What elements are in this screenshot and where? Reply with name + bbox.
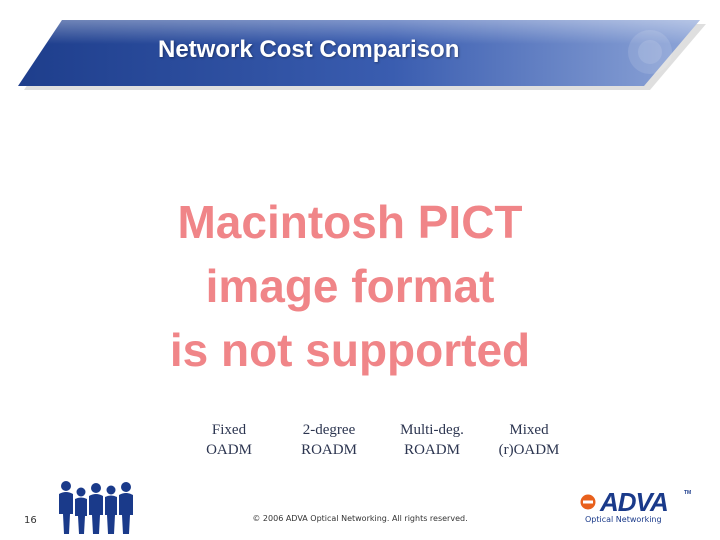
placeholder-line: is not supported xyxy=(169,324,531,376)
column-labels xyxy=(0,420,720,470)
column-label-line: Multi-deg. xyxy=(400,422,464,438)
column-label-line: 2-degree xyxy=(302,422,356,438)
placeholder-line: image format xyxy=(205,260,495,312)
adva-logo xyxy=(580,488,695,528)
people-silhouettes-icon xyxy=(54,478,138,534)
logo-trademark: TM xyxy=(684,490,692,496)
page-number: 16 xyxy=(24,515,37,526)
column-label-mixed-roadm xyxy=(474,420,584,460)
column-label-multi-deg-roadm xyxy=(377,420,487,460)
logo-tagline: Optical Networking xyxy=(585,515,662,524)
column-label-2-degree-roadm xyxy=(274,420,384,460)
adva-logo-mark-icon xyxy=(580,494,596,510)
column-label-line: OADM xyxy=(206,442,252,458)
placeholder-line: Macintosh PICT xyxy=(177,196,523,248)
column-label-line: (r)OADM xyxy=(498,442,560,458)
unsupported-image-message xyxy=(70,190,630,382)
logo-wordmark: ADVA xyxy=(600,487,668,517)
column-label-line: Fixed xyxy=(211,422,247,438)
column-label-line: Mixed xyxy=(509,422,549,438)
column-label-fixed-oadm xyxy=(174,420,284,460)
column-label-line: ROADM xyxy=(404,442,460,458)
slide-title: Network Cost Comparison xyxy=(158,36,460,63)
copyright-notice: © 2006 ADVA Optical Networking. All rights reserved. xyxy=(252,514,468,523)
column-label-line: ROADM xyxy=(301,442,357,458)
